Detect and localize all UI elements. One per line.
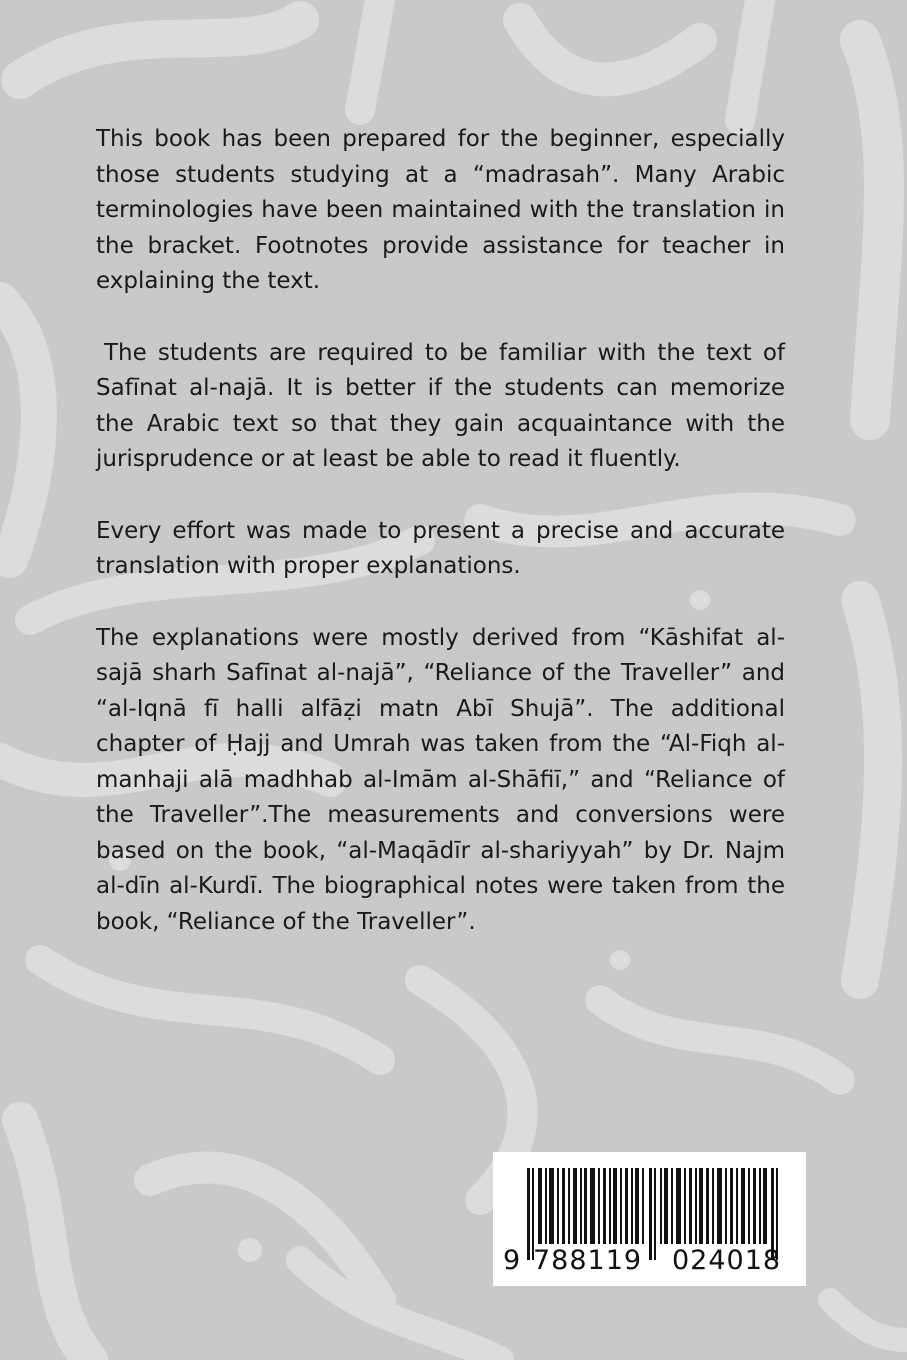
isbn-right-group: 024018 bbox=[672, 1245, 782, 1276]
isbn-digits bbox=[493, 1245, 806, 1281]
isbn-first-digit: 9 bbox=[503, 1245, 521, 1276]
isbn-left-group: 788119 bbox=[533, 1245, 643, 1276]
paragraph-effort: Every effort was made to present a precise and accurate translation with proper explanations. bbox=[96, 517, 785, 579]
isbn-barcode bbox=[493, 1152, 806, 1286]
back-cover-description bbox=[96, 122, 785, 940]
paragraph-students: The students are required to be familiar with the text of Safīnat al-najā. It is better if the students can memorize the Arabic text so that they gain acquaintance with the jurisprudence or at least be able to read it fluently. bbox=[96, 339, 785, 472]
paragraph-intro: This book has been prepared for the beginner, especially those students studying at a “madrasah”. Many Arabic terminologies have been maintained with the translation in the bracket. Footnotes provide assistance for teacher in explaining the text. bbox=[96, 126, 785, 294]
paragraph-sources: The explanations were mostly derived from “Kāshifat al-sajā sharh Safīnat al-najā”, “Reliance of the Traveller” and “al-Iqnā fī halli alfāẓi matn Abī Shujā”. The additional chapter of Ḥajj and Umrah was taken from the “Al-Fiqh al-manhaji alā madhhab al-Imām al-Shāfiī,” and “Reliance of the Traveller”.The measurements and conversions were based on the book, “al-Maqādīr al-shariyyah” by Dr. Najm al-dīn al-Kurdī. The biographical notes were taken from the book, “Reliance of the Traveller”. bbox=[96, 624, 785, 935]
